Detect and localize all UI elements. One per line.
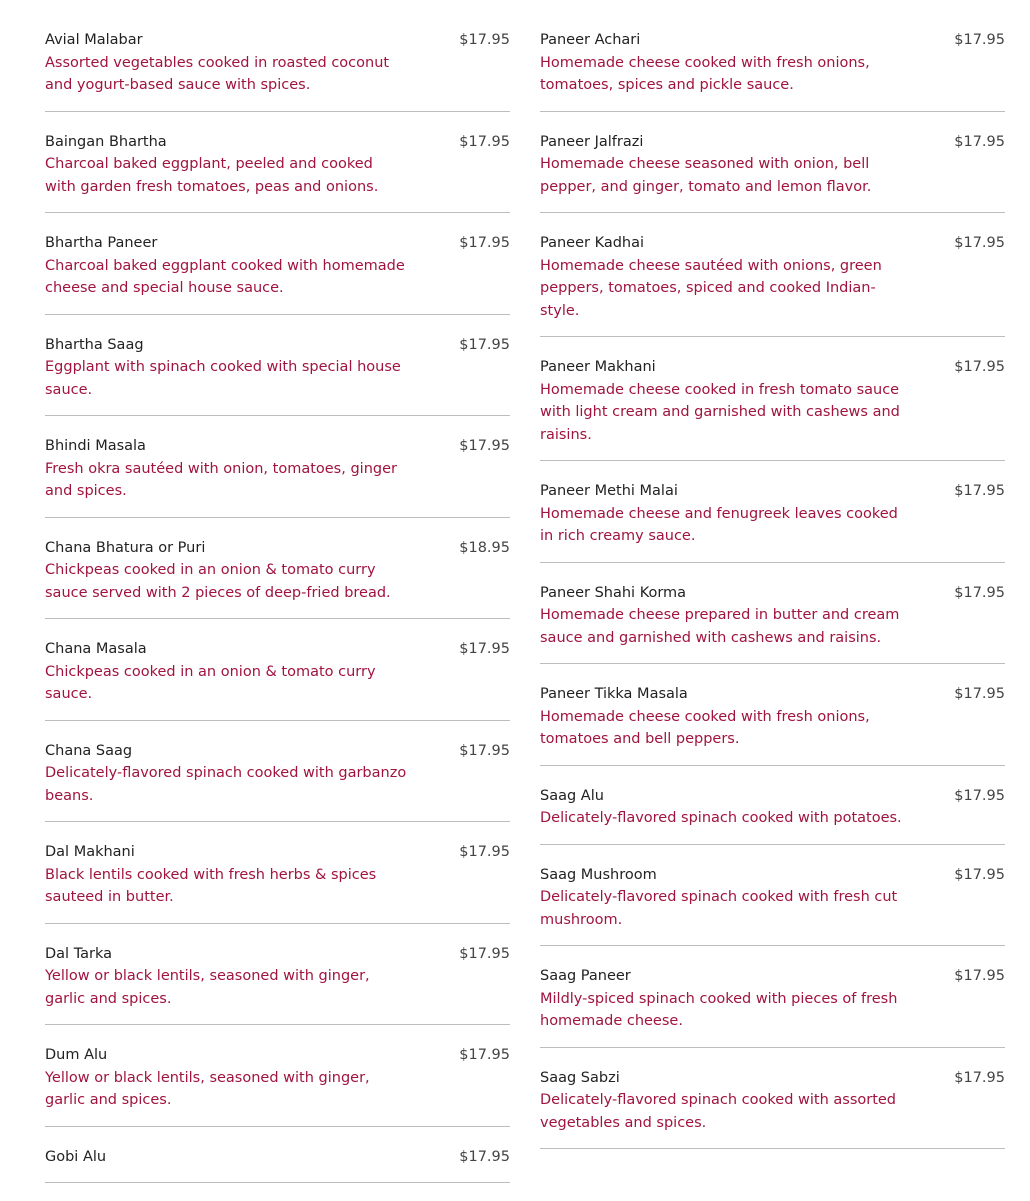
menu-item-price: $17.95 [459,1047,510,1063]
menu-item [45,637,510,721]
menu-item [540,784,1005,845]
menu-item-text [540,784,902,830]
menu-item-description: Charcoal baked eggplant, peeled and cooked with garden fresh tomatoes, peas and onions. [45,156,379,195]
menu-item-price: $17.95 [459,1148,510,1165]
menu-item-price: $17.95 [459,945,510,962]
menu-item-name: Dal Makhani [45,844,135,860]
menu-item-description: Homemade cheese cooked in fresh tomato sauce with light cream and garnished with cashews and raisins. [540,381,900,443]
menu-item [45,536,510,620]
menu-item-text [45,1145,407,1169]
menu-item-description: Homemade cheese prepared in butter and cream sauce and garnished with cashews and raisins. [540,607,900,646]
menu-item-price: $17.95 [459,133,510,150]
menu-item-text [540,1066,902,1135]
menu-item [45,942,510,1026]
menu-item-description: Homemade cheese cooked with fresh onions, tomatoes and bell peppers. [540,708,870,747]
menu-item-text [45,1043,407,1112]
menu-item-name: Paneer Jalfrazi [540,133,644,150]
menu-item [540,355,1005,461]
menu-item-description: Homemade cheese cooked with fresh onions, tomatoes, spices and pickle sauce. [540,54,870,93]
menu-item-text [540,130,902,199]
menu-item [45,1043,510,1127]
menu-item-description: Delicately-flavored spinach cooked with fresh cut mushroom. [540,889,898,928]
menu-item [540,130,1005,214]
menu-item [45,130,510,214]
menu-item-description: Fresh okra sautéed with onion, tomatoes, ginger and spices. [45,460,397,499]
menu-item-price: $17.95 [954,133,1005,150]
menu-item [540,581,1005,665]
menu-item-name: Paneer Methi Malai [540,483,678,499]
menu-item-name: Saag Mushroom [540,866,657,883]
menu-item-name: Saag Alu [540,787,604,804]
menu-item [540,964,1005,1048]
menu-item-description: Yellow or black lentils, seasoned with ginger, garlic and spices. [45,1069,370,1108]
menu-item-price: $17.95 [459,844,510,860]
menu-item-description: Delicately-flavored spinach cooked with garbanzo beans. [45,765,407,804]
menu-item-price: $17.95 [459,438,510,454]
menu-item-name: Paneer Tikka Masala [540,686,688,702]
menu-item [45,434,510,518]
menu-item [45,1145,510,1184]
menu-item-price: $17.95 [954,359,1005,375]
menu-column-right [540,28,1005,1201]
menu-item-text [45,28,407,97]
menu-item-text [45,333,407,402]
menu-item [45,28,510,112]
menu-item-description: Delicately-flavored spinach cooked with assorted vegetables and spices. [540,1092,897,1131]
menu-item-name: Saag Sabzi [540,1069,620,1086]
menu-item-text [45,536,407,605]
menu-item-name: Baingan Bhartha [45,133,167,150]
menu-item [45,231,510,315]
menu-item-name: Saag Paneer [540,968,631,984]
menu-item-text [45,942,407,1011]
menu-item-name: Dum Alu [45,1047,108,1063]
menu-item-name: Bhartha Saag [45,336,144,353]
menu-item-text [540,581,902,650]
menu-item-price: $17.95 [954,32,1005,48]
menu-item-text [540,863,902,932]
menu-item-description: Chickpeas cooked in an onion & tomato curry sauce served with 2 pieces of deep-fried bread. [45,562,391,601]
menu-item-price: $17.95 [459,742,510,759]
menu-item-text [45,840,407,909]
menu-item-price: $17.95 [954,235,1005,251]
menu-item-name: Dal Tarka [45,945,113,962]
menu-item-price: $17.95 [954,483,1005,499]
menu-item-name: Paneer Achari [540,32,641,48]
menu-item-name: Paneer Makhani [540,359,656,375]
menu-item-price: $17.95 [459,235,510,251]
menu-item-text [540,231,902,322]
menu-item-text [540,28,902,97]
menu-item-text [45,739,407,808]
menu-item [540,479,1005,563]
menu-item-price: $17.95 [459,641,510,657]
menu-item-text [45,637,407,706]
menu-item-name: Chana Masala [45,641,147,657]
menu-item-text [540,682,902,751]
menu-item [540,28,1005,112]
menu-item-description: Eggplant with spinach cooked with special house sauce. [45,359,401,398]
menu-item-description: Black lentils cooked with fresh herbs & spices sauteed in butter. [45,866,377,905]
menu-item [540,682,1005,766]
menu-item-price: $18.95 [459,539,510,556]
menu-column-left [45,28,510,1201]
menu-item-price: $17.95 [954,968,1005,984]
menu-item-price: $17.95 [954,866,1005,883]
menu-item-description: Assorted vegetables cooked in roasted coconut and yogurt-based sauce with spices. [45,54,390,93]
menu-item-description: Mildly-spiced spinach cooked with pieces of fresh homemade cheese. [540,990,898,1029]
menu-item-name: Bhindi Masala [45,438,146,454]
menu-item-name: Chana Saag [45,742,133,759]
menu-item-description: Homemade cheese sautéed with onions, green peppers, tomatoes, spiced and cooked Indian-style. [540,257,882,319]
menu-item [45,333,510,417]
menu-item [540,863,1005,947]
menu-item-text [45,231,407,300]
menu-item-price: $17.95 [954,1069,1005,1086]
menu-item-price: $17.95 [954,584,1005,601]
menu-item-name: Paneer Shahi Korma [540,584,687,601]
menu-item-description: Delicately-flavored spinach cooked with potatoes. [540,810,902,826]
menu-item-description: Charcoal baked eggplant cooked with homemade cheese and special house sauce. [45,257,405,296]
menu-item-text [45,434,407,503]
menu-item-text [540,355,902,446]
menu-item-price: $17.95 [459,336,510,353]
menu-item-price: $17.95 [954,686,1005,702]
menu-item-name: Avial Malabar [45,32,143,48]
menu-item-name: Chana Bhatura or Puri [45,539,206,556]
menu-item [45,739,510,823]
menu-item [540,231,1005,337]
menu-item-text [540,479,902,548]
menu-item-description: Yellow or black lentils, seasoned with ginger, garlic and spices. [45,968,370,1007]
menu-item-description: Homemade cheese and fenugreek leaves cooked in rich creamy sauce. [540,505,898,544]
menu-item-name: Gobi Alu [45,1148,107,1165]
menu-item-price: $17.95 [459,32,510,48]
menu-item-text [540,964,902,1033]
menu-item-text [45,130,407,199]
menu-list [45,28,1005,1201]
menu-item-description: Chickpeas cooked in an onion & tomato curry sauce. [45,663,376,702]
menu-item-price: $17.95 [954,787,1005,804]
menu-item-description: Homemade cheese seasoned with onion, bell pepper, and ginger, tomato and lemon flavor. [540,156,872,195]
menu-item [45,840,510,924]
menu-item-name: Bhartha Paneer [45,235,158,251]
menu-item [540,1066,1005,1150]
menu-item-name: Paneer Kadhai [540,235,645,251]
